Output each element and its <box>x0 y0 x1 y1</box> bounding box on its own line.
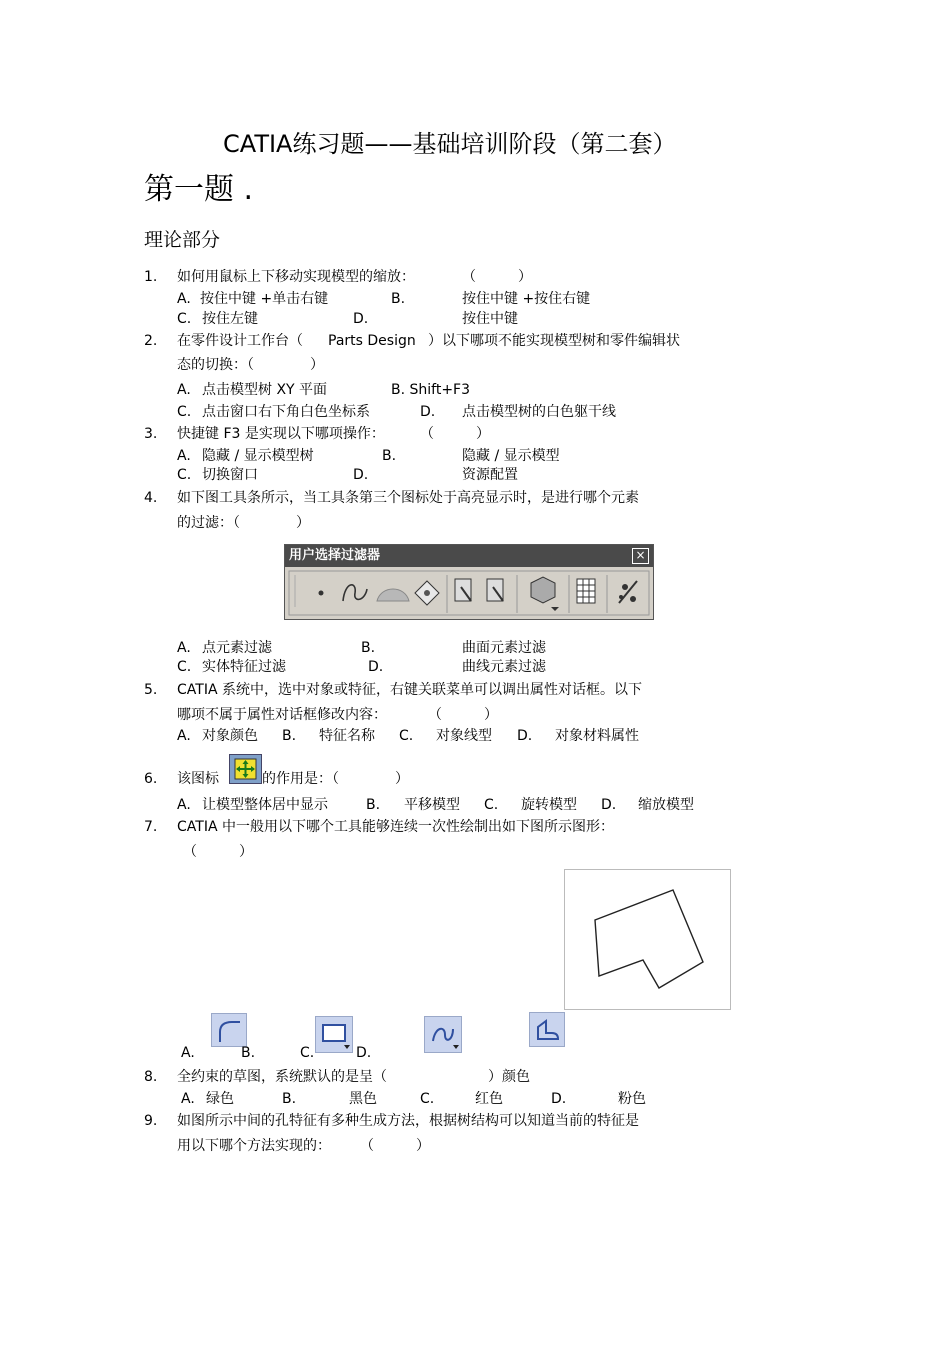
q1-blank: （ ） <box>462 269 532 285</box>
q1-option-a-label: A. <box>177 291 191 307</box>
geometry-element-filter-icon <box>487 579 503 601</box>
close-icon: × <box>632 548 649 564</box>
q3-stem: 快捷键 F3 是实现以下哪项操作： <box>177 426 385 442</box>
q8-option-b: 黑色 <box>349 1091 377 1107</box>
q5-option-a-label: A. <box>177 728 191 744</box>
q1-stem: 如何用鼠标上下移动实现模型的缩放： <box>177 269 415 285</box>
grid-selection-icon <box>577 579 595 603</box>
spline-tool-icon <box>424 1016 462 1053</box>
q2-option-b: B. Shift+F3 <box>391 382 471 398</box>
q6-option-c: 旋转模型 <box>521 797 577 813</box>
toolbar-titlebar <box>285 545 653 567</box>
q4-stem-line2: 的过滤：（ ） <box>177 515 310 531</box>
q1-option-c-label: C. <box>177 311 192 327</box>
q9-stem-line2: 用以下哪个方法实现的： <box>177 1138 331 1154</box>
document-title: CATIA练习题——基础培训阶段（第二套） <box>223 130 677 158</box>
q5-blank: （ ） <box>428 707 498 723</box>
q3-option-c: 切换窗口 <box>202 467 258 483</box>
q3-option-c-label: C. <box>177 467 192 483</box>
q3-option-b-label: B. <box>382 448 397 464</box>
q8-option-c-label: C. <box>420 1091 435 1107</box>
q2-stem-part1: 在零件设计工作台（ <box>177 333 303 349</box>
q6-option-c-label: C. <box>484 797 499 813</box>
q5-option-d: 对象材料属性 <box>555 728 639 744</box>
q7-option-c-label: C. <box>300 1045 315 1061</box>
q8-stem: 全约束的草图，系统默认的是呈（ <box>177 1069 387 1085</box>
q4-option-d: 曲线元素过滤 <box>462 659 546 675</box>
q7-option-a-label: A. <box>181 1045 195 1061</box>
q5-number: 5. <box>144 682 158 698</box>
q1-option-c: 按住左键 <box>202 311 258 327</box>
q1-option-b-label: B. <box>391 291 406 307</box>
q3-option-a-label: A. <box>177 448 191 464</box>
q9-blank: （ ） <box>360 1138 430 1154</box>
q9-stem: 如图所示中间的孔特征有多种生成方法，根据树结构可以知道当前的特征是 <box>177 1113 639 1129</box>
section-title: 第一题 . <box>144 172 254 207</box>
q2-number: 2. <box>144 333 158 349</box>
q5-option-c-label: C. <box>399 728 414 744</box>
q4-option-c: 实体特征过滤 <box>202 659 286 675</box>
q8-option-d-label: D. <box>551 1091 567 1107</box>
q3-option-d: 资源配置 <box>462 467 518 483</box>
q2-stem-part2: Parts Design <box>328 333 416 349</box>
rectangle-tool-icon <box>315 1016 353 1053</box>
profile-tool-icon <box>529 1012 565 1047</box>
q5-stem: CATIA 系统中，选中对象或特征，右键关联菜单可以调出属性对话框。以下 <box>177 682 642 698</box>
q8-number: 8. <box>144 1069 158 1085</box>
q6-stem: 该图标 <box>177 771 219 787</box>
q4-number: 4. <box>144 490 158 506</box>
q4-option-b: 曲面元素过滤 <box>462 640 546 656</box>
q2-option-a-label: A. <box>177 382 191 398</box>
q8-option-a: 绿色 <box>206 1091 234 1107</box>
q4-option-a-label: A. <box>177 640 191 656</box>
q1-option-b: 按住中键 +按住右键 <box>462 291 591 307</box>
feature-element-filter-icon <box>455 579 471 601</box>
q9-number: 9. <box>144 1113 158 1129</box>
q2-option-d-label: D. <box>420 404 436 420</box>
polyline-drawing <box>565 870 730 1009</box>
q5-option-c: 对象线型 <box>436 728 492 744</box>
q6-option-b-label: B. <box>366 797 381 813</box>
q6-option-a: 让模型整体居中显示 <box>202 797 328 813</box>
q4-stem: 如下图工具条所示，当工具条第三个图标处于高亮显示时，是进行哪个元素 <box>177 490 639 506</box>
corner-tool-icon <box>211 1013 247 1047</box>
q3-number: 3. <box>144 426 158 442</box>
q8-option-a-label: A. <box>181 1091 195 1107</box>
q1-option-d: 按住中键 <box>462 311 518 327</box>
q5-option-d-label: D. <box>517 728 533 744</box>
q1-option-a: 按住中键 +单击右键 <box>200 291 329 307</box>
toolbar-icons <box>285 567 653 619</box>
q3-blank: （ ） <box>420 426 490 442</box>
q5-option-b: 特征名称 <box>319 728 375 744</box>
q6-option-b: 平移模型 <box>404 797 460 813</box>
q8-option-c: 红色 <box>475 1091 503 1107</box>
q2-stem-part3: ）以下哪项不能实现模型树和零件编辑状 <box>428 333 680 349</box>
q6-option-a-label: A. <box>177 797 191 813</box>
q5-option-a: 对象颜色 <box>202 728 258 744</box>
q1-option-d-label: D. <box>353 311 369 327</box>
fit-all-in-icon <box>229 754 262 784</box>
q4-option-a: 点元素过滤 <box>202 640 272 656</box>
q7-stem: CATIA 中一般用以下哪个工具能够连续一次性绘制出如下图所示图形： <box>177 819 614 835</box>
q2-option-a: 点击模型树 XY 平面 <box>202 382 328 398</box>
q4-option-d-label: D. <box>368 659 384 675</box>
q6-option-d: 缩放模型 <box>638 797 694 813</box>
q2-stem-line2: 态的切换：（ ） <box>177 357 324 373</box>
q7-blank: （ ） <box>183 844 253 860</box>
q5-stem-line2: 哪项不属于属性对话框修改内容： <box>177 707 387 723</box>
q7-option-b-label: B. <box>241 1045 256 1061</box>
q2-option-d: 点击模型树的白色躯干线 <box>462 404 616 420</box>
q3-option-b: 隐藏 / 显示模型 <box>462 448 560 464</box>
q6-option-d-label: D. <box>601 797 617 813</box>
q2-option-c-label: C. <box>177 404 192 420</box>
q4-option-b-label: B. <box>361 640 376 656</box>
q3-option-d-label: D. <box>353 467 369 483</box>
toolbar-title: 用户选择过滤器 <box>289 548 381 563</box>
q5-option-b-label: B. <box>282 728 297 744</box>
polyline-figure <box>564 869 731 1010</box>
q8-option-d: 粉色 <box>618 1091 646 1107</box>
q6-stem-part2: 的作用是：（ ） <box>262 771 409 787</box>
user-selection-filter-toolbar <box>284 544 654 620</box>
q1-number: 1. <box>144 269 158 285</box>
subsection-title: 理论部分 <box>144 229 221 251</box>
q6-number: 6. <box>144 771 158 787</box>
q7-number: 7. <box>144 819 158 835</box>
q8-option-b-label: B. <box>282 1091 297 1107</box>
q4-option-c-label: C. <box>177 659 192 675</box>
q2-option-c: 点击窗口右下角白色坐标系 <box>202 404 370 420</box>
q8-stem-part2: ）颜色 <box>488 1069 530 1085</box>
point-filter-icon <box>319 591 324 596</box>
q7-option-d-label: D. <box>356 1045 372 1061</box>
q3-option-a: 隐藏 / 显示模型树 <box>202 448 314 464</box>
